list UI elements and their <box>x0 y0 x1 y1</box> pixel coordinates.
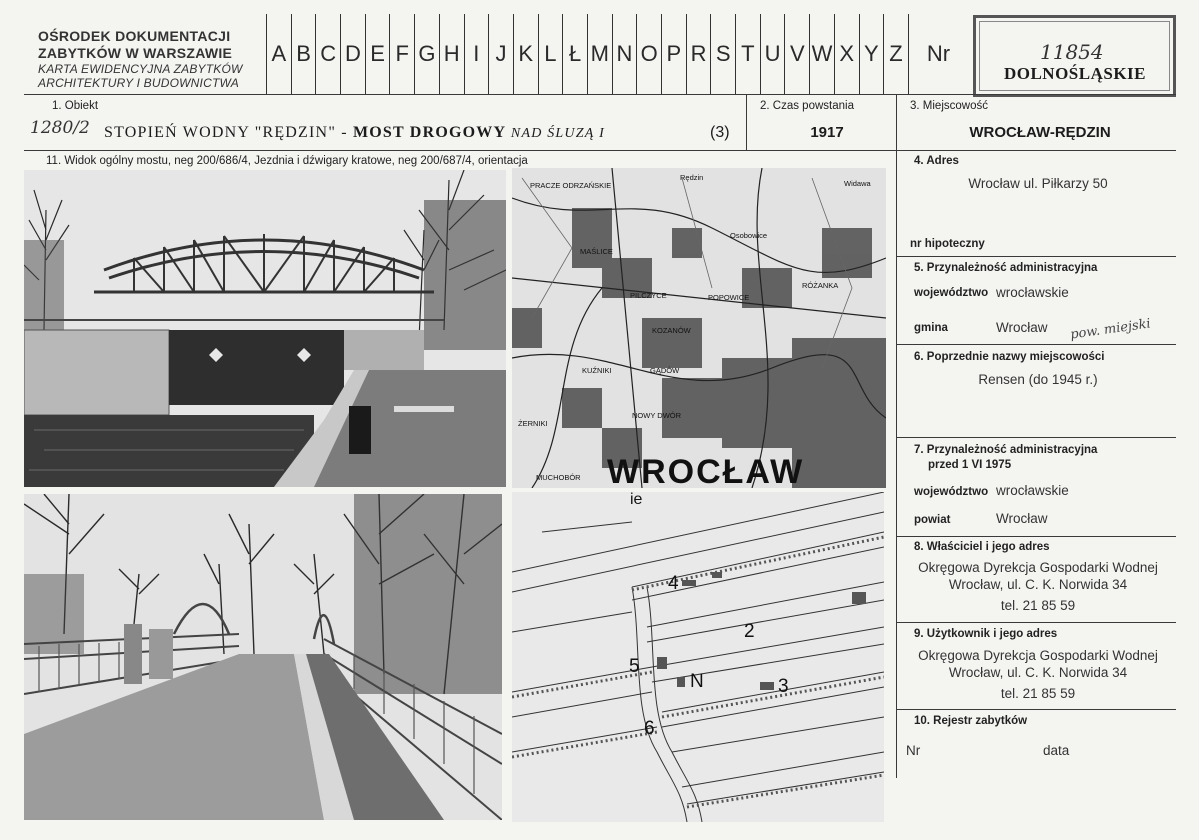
object-number: 1280/2 <box>30 118 90 138</box>
admin-voiv-value: wrocławskie <box>996 285 1069 300</box>
index-letter-cell: S <box>711 14 736 94</box>
admin-before-label1: 7. Przynależność administracyjna <box>914 444 1098 456</box>
index-letter-cell: P <box>662 14 687 94</box>
index-letter-cell: K <box>514 14 539 94</box>
construction-label: 2. Czas powstania <box>760 100 854 112</box>
row-divider <box>24 150 1176 151</box>
index-letter-cell: E <box>366 14 391 94</box>
header-divider <box>24 94 1176 95</box>
plan-mark-n: N <box>690 671 704 692</box>
index-letter-cell: J <box>489 14 514 94</box>
map-label-kuzniki: KUŹNIKI <box>582 366 612 375</box>
owner-line2: Wrocław, ul. C. K. Norwida 34 <box>948 577 1128 592</box>
index-letter-cell: N <box>613 14 638 94</box>
admin-before-powiat-label: powiat <box>914 514 951 526</box>
plan-fragment: ie <box>630 492 643 508</box>
map-label-pilczyce: PILCZYCE <box>630 291 667 300</box>
map-label-kozanow: KOZANÓW <box>652 326 691 335</box>
object-extra: (3) <box>710 124 730 141</box>
divider-4-5 <box>896 256 1176 257</box>
divider-9-10 <box>896 709 1176 710</box>
index-letter-cell: U <box>761 14 786 94</box>
admin-before-powiat-value: Wrocław <box>996 511 1048 526</box>
index-letter-cell: Y <box>860 14 885 94</box>
map-label-muchobor: MUCHOBÓR <box>536 473 581 482</box>
map-label-nowy-dwor: NOWY DWÓR <box>632 411 682 420</box>
previous-value: Rensen (do 1945 r.) <box>978 372 1098 387</box>
index-letter-cell: Z <box>884 14 909 94</box>
location-map-image <box>512 168 886 488</box>
bridge-overview-image <box>24 170 506 487</box>
map-label-pracze: PRACZE ODRZAŃSKIE <box>530 181 612 190</box>
index-letter-cell: B <box>292 14 317 94</box>
divider-6-7 <box>896 437 1176 438</box>
user-line2: Wrocław, ul. C. K. Norwida 34 <box>948 665 1128 680</box>
divider-7-8 <box>896 536 1176 537</box>
index-letter-cell: Ł <box>563 14 588 94</box>
object-title-italic: NAD ŚLUZĄ I <box>506 126 606 141</box>
index-letter-cell: C <box>316 14 341 94</box>
index-letter-cell: H <box>440 14 465 94</box>
institution-line4: ARCHITEKTURY I BUDOWNICTWA <box>38 76 239 90</box>
institution-line3: KARTA EWIDENCYJNA ZABYTKÓW <box>38 62 243 76</box>
object-title-bold: MOST DROGOWY <box>352 124 507 141</box>
index-letter-cell: G <box>415 14 440 94</box>
user-line1: Okręgowa Dyrekcja Gospodarki Wodnej <box>918 648 1158 663</box>
map-label-rozanka: RÓŻANKA <box>802 281 839 290</box>
admin-before-voiv-label: województwo <box>914 486 989 498</box>
mortgage-label: nr hipoteczny <box>910 238 985 250</box>
region-name: DOLNOŚLĄSKIE <box>1003 64 1147 83</box>
construction-year: 1917 <box>810 124 844 141</box>
owner-label: 8. Właściciel i jego adres <box>914 541 1050 553</box>
photo-caption: 11. Widok ogólny mostu, neg 200/686/4, Jezdnia i dźwigary kratowe, neg 200/687/4, orientacja <box>46 155 528 167</box>
index-letter-cell: M <box>588 14 613 94</box>
institution-line2: ZABYTKÓW W WARSZAWIE <box>38 45 233 61</box>
map-city-label: WROCŁAW <box>607 453 805 488</box>
gmina-handwritten-note: pow. miejski <box>1069 316 1152 343</box>
index-letter-cell: W <box>810 14 835 94</box>
admin-gmina-value: Wrocław <box>996 320 1048 335</box>
admin-before-label2: przed 1 VI 1975 <box>928 459 1012 471</box>
index-letter-cell: A <box>267 14 292 94</box>
plan-mark-6: 6 <box>644 718 655 739</box>
roadway-image <box>24 494 502 820</box>
locality-label: 3. Miejscowość <box>910 100 988 112</box>
institution-line1: OŚRODEK DOKUMENTACJI <box>38 28 231 44</box>
owner-line1: Okręgowa Dyrekcja Gospodarki Wodnej <box>918 560 1158 575</box>
registry-label: 10. Rejestr zabytków <box>914 715 1028 727</box>
index-letter-cell: D <box>341 14 366 94</box>
divider-5-6 <box>896 344 1176 345</box>
registry-date-label: data <box>1043 743 1070 758</box>
site-plan <box>512 492 884 822</box>
divider-8-9 <box>896 622 1176 623</box>
previous-label: 6. Poprzednie nazwy miejscowości <box>914 351 1105 363</box>
index-letter-cell: V <box>785 14 810 94</box>
photo-bridge-overview <box>24 170 506 487</box>
map-label-widawa: Widawa <box>844 179 871 188</box>
plan-mark-5: 5 <box>629 656 640 677</box>
address-value: Wrocław ul. Piłkarzy 50 <box>968 176 1108 191</box>
plan-mark-2: 2 <box>744 621 755 642</box>
plan-mark-3: 3 <box>778 676 789 697</box>
divider-right-column <box>896 94 897 778</box>
admin-gmina-label: gmina <box>914 322 948 334</box>
object-title <box>104 124 605 142</box>
plan-mark-4: 4 <box>668 573 679 594</box>
address-label: 4. Adres <box>914 155 959 167</box>
admin-voiv-label: województwo <box>914 287 989 299</box>
card-number: 11854 <box>1040 40 1104 64</box>
index-letter-cell: I <box>465 14 490 94</box>
map-label-redzin: Rędzin <box>680 173 704 182</box>
user-line3: tel. 21 85 59 <box>1000 686 1076 701</box>
user-label: 9. Użytkownik i jego adres <box>914 628 1058 640</box>
locality-value: WROCŁAW-RĘDZIN <box>969 124 1111 141</box>
alphabet-index <box>266 14 972 94</box>
object-title-part1: STOPIEŃ WODNY "RĘDZIN" - <box>104 124 353 141</box>
institution-block <box>38 28 258 90</box>
registry-nr-label: Nr <box>906 743 921 758</box>
index-letter-cell: L <box>539 14 564 94</box>
photo-roadway <box>24 494 502 820</box>
index-letter-cell: R <box>687 14 712 94</box>
index-letter-cell: F <box>390 14 415 94</box>
nr-cell <box>909 14 972 94</box>
admin-before-voiv-value: wrocławskie <box>996 483 1069 498</box>
index-letter-cell: T <box>736 14 761 94</box>
index-letter-cell: O <box>637 14 662 94</box>
map-label-zerniki: ŻERNIKI <box>518 419 548 428</box>
map-label-osobowice: Osobowice <box>730 231 768 240</box>
index-letter-cell: X <box>835 14 860 94</box>
admin-label: 5. Przynależność administracyjna <box>914 262 1098 274</box>
location-map <box>512 168 886 488</box>
object-label: 1. Obiekt <box>52 100 99 112</box>
nr-label: Nr <box>926 41 951 66</box>
map-label-gadow: GĄDÓW <box>650 366 680 375</box>
map-label-maslice: MAŚLICE <box>580 247 613 256</box>
owner-line3: tel. 21 85 59 <box>1000 598 1076 613</box>
divider-1-2 <box>746 94 747 150</box>
site-plan-image <box>512 492 884 822</box>
map-label-popowice: POPOWICE <box>708 293 750 302</box>
